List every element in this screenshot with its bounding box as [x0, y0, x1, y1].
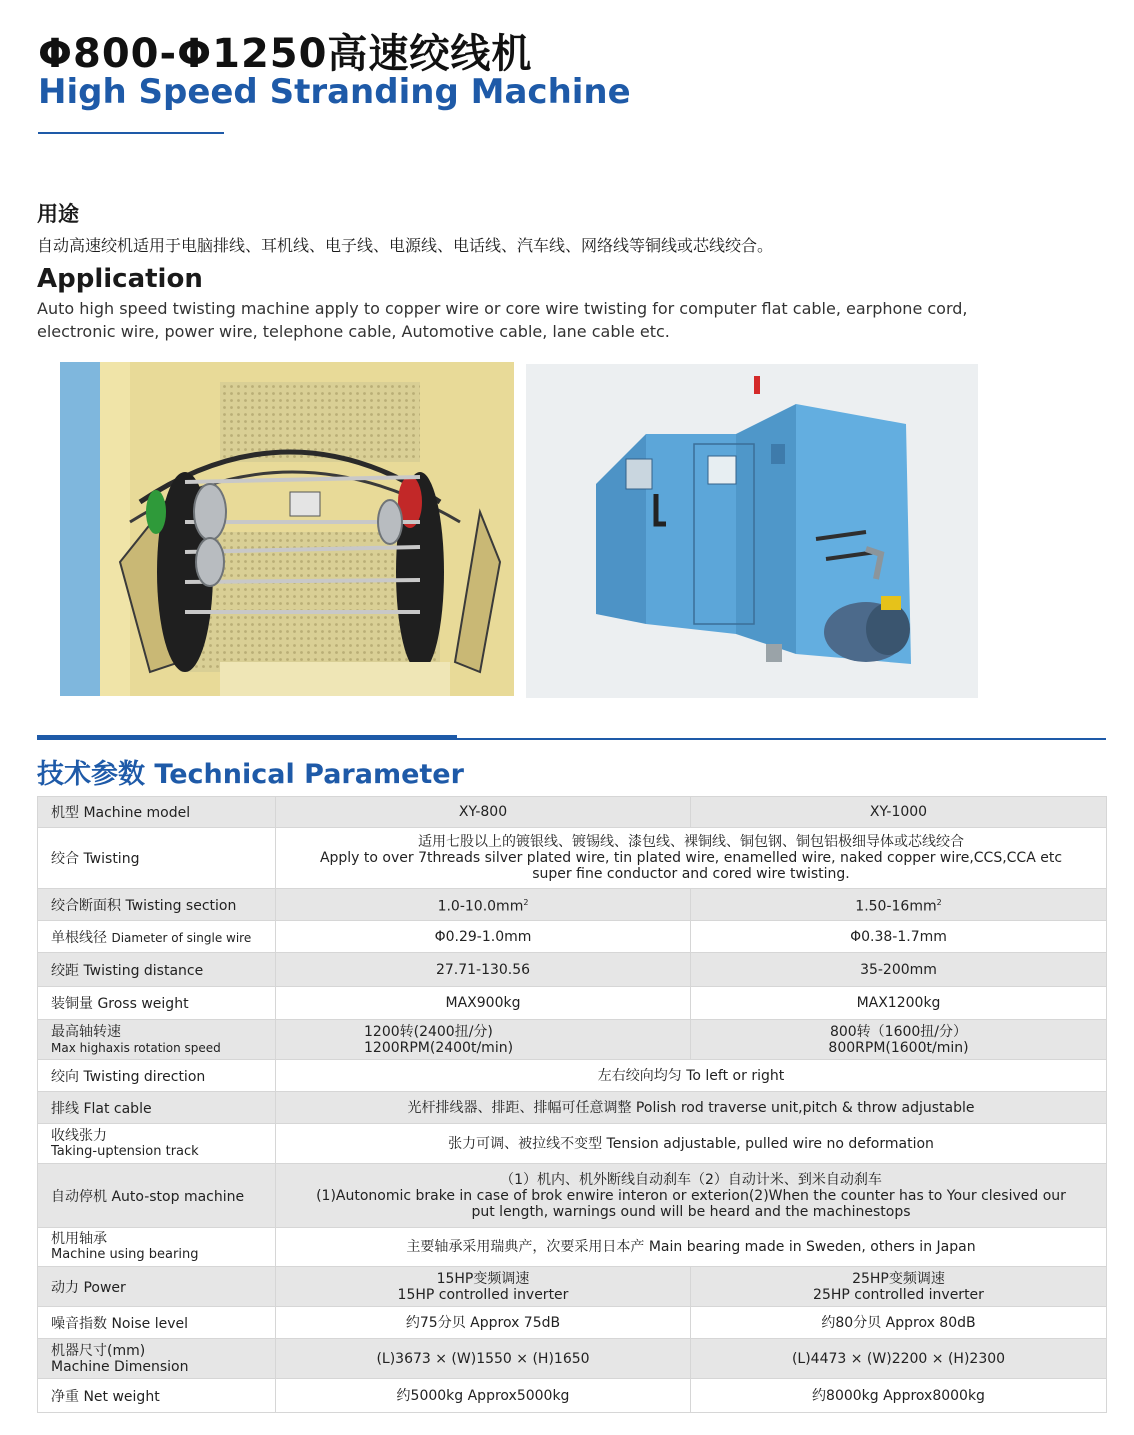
- table-row-power: [38, 1267, 1107, 1307]
- application-heading-en: Application: [37, 264, 203, 294]
- speed-a-en: 1200RPM(2400t/min): [364, 1039, 514, 1056]
- twisting-line2: Apply to over 7threads silver plated wire, tin plated wire, enamelled wire, naked copper wire,CCS,CCA etc: [319, 850, 1063, 866]
- table-row-diameter: [38, 921, 1107, 953]
- table-row-net-weight: [38, 1379, 1107, 1413]
- cell-flat: 光杆排线器、排距、排幅可任意调整 Polish rod traverse unit,pitch & throw adjustable: [276, 1092, 1107, 1124]
- row-label: 噪音指数 Noise level: [38, 1307, 276, 1339]
- table-row-section: [38, 889, 1107, 921]
- cell-xy1000: 约8000kg Approx8000kg: [691, 1379, 1107, 1413]
- speed-b-cn: 800转（1600扭/分）: [829, 1023, 968, 1040]
- power-a-cn: 15HP变频调速: [436, 1270, 530, 1287]
- cell-xy1000: 约80分贝 Approx 80dB: [691, 1307, 1107, 1339]
- table-row-direction: [38, 1060, 1107, 1092]
- row-label: [38, 1339, 276, 1379]
- blue-machine-photo: [526, 364, 978, 698]
- cell-bearing: 主要轴承采用瑞典产，次要采用日本产 Main bearing made in Sweden, others in Japan: [276, 1228, 1107, 1267]
- superscript: 2: [523, 897, 529, 907]
- twisting-line3: super fine conductor and cored wire twisting.: [532, 866, 850, 882]
- row-label: 绞合断面积 Twisting section: [38, 889, 276, 921]
- speed-b-en: 800RPM(1600t/min): [828, 1039, 969, 1056]
- autostop-line1: （1）机内、机外断线自动刹车（2）自动计米、到米自动刹车: [500, 1171, 882, 1188]
- row-label: 排线 Flat cable: [38, 1092, 276, 1124]
- cell-xy1000: MAX1200kg: [691, 987, 1107, 1020]
- page-title-cn: Φ800-Φ1250高速绞线机: [38, 31, 533, 77]
- cell-xy800: 约5000kg Approx5000kg: [276, 1379, 691, 1413]
- table-row-speed: [38, 1020, 1107, 1060]
- dimension-label-cn: 机器尺寸(mm): [51, 1342, 146, 1359]
- section-value-b: 1.50-16mm: [855, 898, 937, 915]
- twisting-line1: 适用七股以上的镀银线、镀锡线、漆包线、裸铜线、铜包钢、铜包铝极细导体或芯线绞合: [418, 834, 964, 850]
- cell-xy800: XY-800: [276, 797, 691, 828]
- row-label: 绞距 Twisting distance: [38, 953, 276, 987]
- section-divider-accent: [37, 735, 457, 740]
- row-label: 机型 Machine model: [38, 797, 276, 828]
- power-a-en: 15HP controlled inverter: [397, 1286, 569, 1303]
- row-label: [38, 1020, 276, 1060]
- table-row-twisting: [38, 828, 1107, 889]
- application-text-cn: 自动高速绞机适用于电脑排线、耳机线、电子线、电源线、电话线、汽车线、网络线等铜线或芯线绞合。: [37, 236, 774, 255]
- application-text-en-line1: Auto high speed twisting machine apply to copper wire or core wire twisting for computer flat cable, earphone cord,: [37, 299, 968, 318]
- row-label: 装铜量 Gross weight: [38, 987, 276, 1020]
- cell-xy800: [276, 889, 691, 921]
- cell-xy1000: (L)4473 × (W)2200 × (H)2300: [691, 1339, 1107, 1379]
- dimension-label-en: Machine Dimension: [51, 1358, 189, 1375]
- superscript: 2: [936, 897, 942, 907]
- speed-label-cn: 最高轴转速: [51, 1023, 121, 1040]
- technical-parameter-table: [37, 796, 1107, 1413]
- diameter-label-cn: 单根线径: [51, 929, 107, 946]
- table-row-noise: [38, 1307, 1107, 1339]
- row-label: [38, 921, 276, 953]
- application-text-en: [37, 297, 997, 343]
- application-text-en-line2: electronic wire, power wire, telephone cable, Automotive cable, lane cable etc.: [37, 322, 670, 341]
- row-label: 绞合 Twisting: [38, 828, 276, 889]
- cell-direction: 左右绞向均匀 To left or right: [276, 1060, 1107, 1092]
- cell-xy800: [276, 1267, 691, 1307]
- cell-xy800: (L)3673 × (W)1550 × (H)1650: [276, 1339, 691, 1379]
- table-row-distance: [38, 953, 1107, 987]
- tension-label-en: Taking-uptension track: [51, 1143, 199, 1159]
- application-heading-cn: 用途: [37, 202, 79, 226]
- page-title-en: High Speed Stranding Machine: [38, 72, 631, 112]
- cell-twisting: [276, 828, 1107, 889]
- cell-xy1000: [691, 1267, 1107, 1307]
- cell-xy1000: [691, 889, 1107, 921]
- diameter-label-en: Diameter of single wire: [111, 930, 252, 945]
- cell-autostop: [276, 1164, 1107, 1228]
- cell-xy1000: XY-1000: [691, 797, 1107, 828]
- bearing-label-cn: 机用轴承: [51, 1231, 107, 1247]
- cell-tension: 张力可调、被拉线不变型 Tension adjustable, pulled wire no deformation: [276, 1124, 1107, 1164]
- power-b-en: 25HP controlled inverter: [813, 1286, 984, 1303]
- row-label: 动力 Power: [38, 1267, 276, 1307]
- table-row-dimension: [38, 1339, 1107, 1379]
- table-row-weight: [38, 987, 1107, 1020]
- autostop-line2: (1)Autonomic brake in case of brok enwire interon or exterion(2)When the counter has to Your clesived our: [316, 1187, 1066, 1204]
- row-label: 自动停机 Auto-stop machine: [38, 1164, 276, 1228]
- table-row-autostop: [38, 1164, 1107, 1228]
- cell-xy1000: [691, 1020, 1107, 1060]
- table-row-tension: [38, 1124, 1107, 1164]
- cell-xy800: [276, 1020, 691, 1060]
- cell-xy1000: 35-200mm: [691, 953, 1107, 987]
- cell-xy800: 27.71-130.56: [276, 953, 691, 987]
- row-label: 绞向 Twisting direction: [38, 1060, 276, 1092]
- cell-xy800: MAX900kg: [276, 987, 691, 1020]
- row-label: 净重 Net weight: [38, 1379, 276, 1413]
- cell-xy1000: Φ0.38-1.7mm: [691, 921, 1107, 953]
- table-row-bearing: [38, 1228, 1107, 1267]
- row-label: [38, 1124, 276, 1164]
- table-row-flat: [38, 1092, 1107, 1124]
- cell-xy800: Φ0.29-1.0mm: [276, 921, 691, 953]
- autostop-line3: put length, warnings ound will be heard and the machinestops: [471, 1203, 911, 1220]
- tension-label-cn: 收线张力: [51, 1127, 107, 1144]
- bearing-label-en: Machine using bearing: [51, 1247, 199, 1262]
- title-underline: [38, 132, 224, 134]
- speed-label-en: Max highaxis rotation speed: [51, 1040, 221, 1055]
- section-value-a: 1.0-10.0mm: [437, 898, 524, 915]
- cell-xy800: 约75分贝 Approx 75dB: [276, 1307, 691, 1339]
- technical-parameter-title: 技术参数 Technical Parameter: [37, 759, 464, 790]
- power-b-cn: 25HP变频调速: [852, 1270, 945, 1287]
- table-row-model: [38, 797, 1107, 828]
- speed-a-cn: 1200转(2400扭/分): [364, 1023, 493, 1040]
- row-label: [38, 1228, 276, 1267]
- stranding-cage-photo: [60, 362, 514, 696]
